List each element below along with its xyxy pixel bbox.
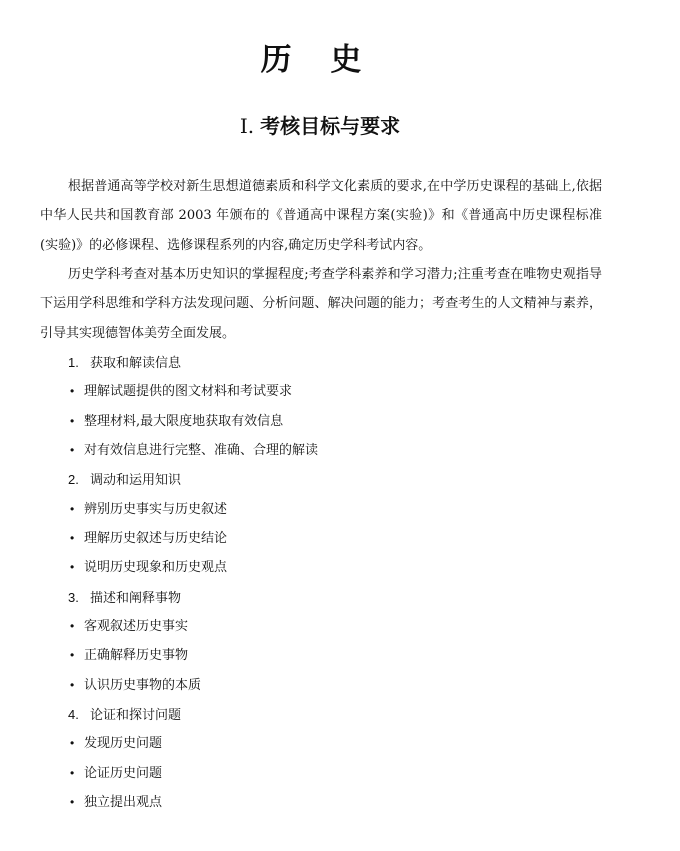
bullet-icon: • — [70, 413, 75, 428]
objective-item — [0, 788, 680, 817]
objective-group-title: 调动和运用知识 — [90, 473, 182, 489]
objective-item — [0, 759, 680, 788]
objective-item — [0, 377, 680, 406]
bullet-icon: • — [70, 736, 75, 751]
objective-item — [0, 524, 680, 553]
bullet-icon: • — [70, 765, 75, 780]
objective-item — [0, 436, 680, 465]
objective-group-number: 4. — [68, 707, 79, 723]
objectives-list — [0, 348, 680, 818]
bullet-icon: • — [70, 619, 75, 634]
objective-item-text: 对有效信息进行完整、准确、合理的解读 — [84, 443, 319, 459]
objective-group-heading — [0, 583, 680, 612]
objective-item-text: 理解试题提供的图文材料和考试要求 — [84, 384, 293, 400]
objective-item-text: 客观叙述历史事实 — [84, 619, 189, 635]
objective-item — [0, 671, 680, 700]
objective-item-text: 整理材料,最大限度地获取有效信息 — [84, 413, 284, 429]
objective-item-text: 说明历史现象和历史观点 — [84, 560, 228, 576]
objective-item — [0, 641, 680, 670]
objective-item — [0, 729, 680, 758]
objective-group-title: 论证和探讨问题 — [90, 708, 182, 724]
objective-item-text: 发现历史问题 — [84, 736, 163, 752]
bullet-icon: • — [70, 648, 75, 663]
objective-item-text: 正确解释历史事物 — [84, 648, 189, 664]
objective-group-number: 2. — [68, 472, 79, 488]
objective-item-text: 理解历史叙述与历史结论 — [84, 531, 228, 547]
bullet-icon: • — [70, 501, 75, 516]
objective-group-title: 获取和解读信息 — [90, 356, 182, 371]
bullet-icon: • — [70, 384, 75, 399]
section-number: Ⅰ. — [239, 114, 255, 138]
objective-group-heading — [0, 465, 680, 494]
objective-item — [0, 495, 680, 524]
section-heading — [0, 110, 640, 142]
intro-paragraph-1: 根据普通高等学校对新生思想道德素质和科学文化素质的要求,在中学历史课程的基础上,依据中华人民共和国教育部 2003 年颁布的《普通高中课程方案(实验)》和《普通高中历史课程标准(实验)》的必修课程、选修课程系列的内容,确定历史学科考试内容。 — [40, 179, 602, 253]
objective-item — [0, 612, 680, 641]
bullet-icon: • — [70, 443, 75, 458]
objective-item — [0, 553, 680, 582]
bullet-icon: • — [70, 795, 75, 810]
objective-group-title: 描述和阐释事物 — [90, 590, 182, 606]
objective-group-heading — [0, 700, 680, 729]
bullet-icon: • — [70, 560, 75, 575]
bullet-icon: • — [70, 531, 75, 546]
bullet-icon: • — [70, 677, 75, 692]
objective-item-text: 认识历史事物的本质 — [84, 677, 202, 693]
section-heading-text: 考核目标与要求 — [260, 114, 401, 138]
intro-paragraph-2: 历史学科考查对基本历史知识的掌握程度;考查学科素养和学习潜力;注重考查在唯物史观指导下运用学科思维和学科方法发现问题、分析问题、解决问题的能力；考查考生的人文精神与素养，引导其实现德智体美劳全面发展。 — [40, 267, 602, 341]
objective-item-text: 论证历史问题 — [84, 765, 163, 781]
document-title: 历 史 — [260, 42, 376, 78]
objective-group-heading — [0, 348, 680, 377]
objective-group-number: 3. — [68, 589, 79, 605]
objective-item-text: 独立提出观点 — [84, 795, 163, 811]
objective-item — [0, 407, 680, 436]
objective-group-number: 1. — [68, 355, 79, 370]
objective-item-text: 辨别历史事实与历史叙述 — [84, 501, 228, 517]
